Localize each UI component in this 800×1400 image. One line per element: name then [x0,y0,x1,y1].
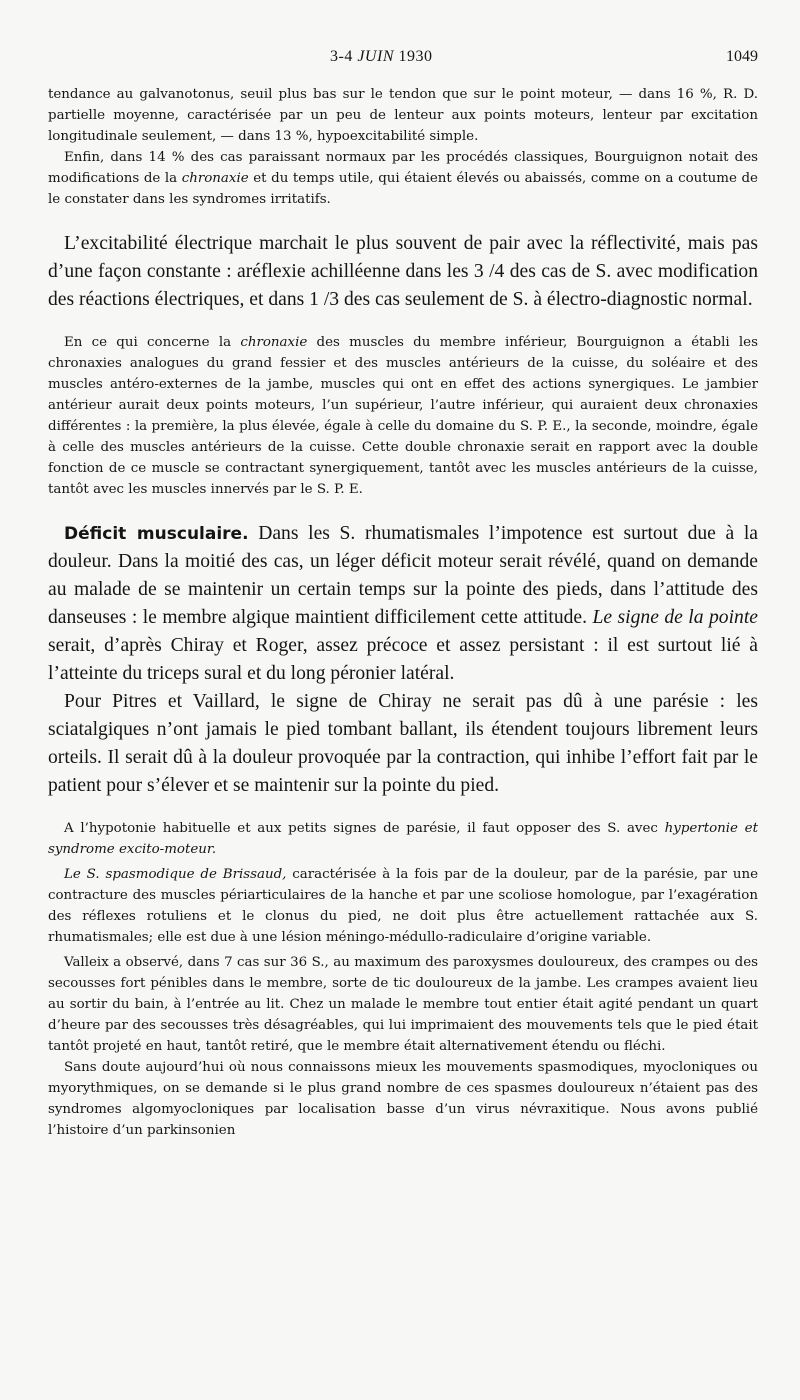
paragraph-hypotonie [48,818,758,860]
page-header [0,48,800,72]
date-prefix: 3-4 [330,48,358,65]
page-number: 1049 [726,48,758,65]
date-month: JUIN [357,48,394,65]
text-run: Enfin, dans 14 % des cas paraissant normaux par les procédés classiques, Bourguignon notait des modifications de la [48,150,758,186]
text-run: En ce qui concerne la [64,335,241,350]
paragraph-spasmes: Sans doute aujourd’hui où nous connaissons mieux les mouvements spasmodiques, myocloniques ou myorythmiques, on se demande si le plus grand nombre de ces spasmes douloureux n’étaient pas des syndromes algomyocloniques par localisation basse d’un virus névraxitique. Nous avons publié l’histoire d’un parkinsonien [48,1060,758,1138]
text-run: serait, d’après Chiray et Roger, assez précoce et assez persistant : il est surtout lié à l’atteinte du triceps sural et du long péronier latéral. [48,635,758,684]
paragraph-chronaxie-muscles [48,332,758,500]
paragraph-pitres-vaillard: Pour Pitres et Vaillard, le signe de Chiray ne serait pas dû à une parésie : les sciatalgiques n’ont jamais le pied tombant ballant, ils étendent toujours librement leurs orteils. Il serait dû à la douleur provoquée par la contraction, qui inhibe l’effort fait par le patient pour s’élever et se maintenir sur la pointe du pied. [48,691,758,796]
section-heading-deficit: Déficit musculaire. [64,524,249,544]
page-body [48,84,758,1141]
text-run: A l’hypotonie habituelle et aux petits signes de parésie, il faut opposer des S. avec [64,821,665,836]
emphasis-chronaxie: chronaxie [181,171,249,186]
paragraph-galvanotonus: tendance au galvanotonus, seuil plus bas sur le tendon que sur le point moteur, — dans 16 %, R. D. partielle moyenne, caractérisée par un peu de lenteur aux points moteurs, lenteur par excitation longitudinale seulement, — dans 13 %, hypoexcitabilité simple. [48,87,758,144]
emphasis-signe-pointe: Le signe de la pointe [592,607,758,628]
emphasis-chronaxie: chronaxie [240,335,308,350]
paragraph-excitabilite: L’excitabilité électrique marchait le plus souvent de pair avec la réflectivité, mais pas d’une façon constante : aréflexie achilléenne dans les 3 /4 des cas de S. avec modification des réactions électriques, et dans 1 /3 des cas seulement de S. à électro-diagnostic normal. [48,233,758,310]
paragraph-brissaud [48,864,758,948]
emphasis-hypertonie: hypertonie et syndrome excito-moteur. [48,821,758,857]
date-year: 1930 [393,48,433,65]
paragraph-valleix: Valleix a observé, dans 7 cas sur 36 S., au maximum des paroxysmes douloureux, des crampes ou des secousses fort pénibles dans le membre, sorte de tic douloureux de la jambe. Les crampes avaient lieu au sortir du bain, à l’entrée au lit. Chez un malade le membre tout entier était agité pendant un quart d’heure par des secousses très désagréables, qui lui imprimaient des mouvements tels que le pied était tantôt projeté en haut, tantôt retiré, que le membre était alternativement étendu ou fléchi. [48,955,758,1054]
paragraph-chronaxie-modifications [48,147,758,210]
text-run: caractérisée à la fois par de la douleur, par de la parésie, par une contracture des muscles périarticulaires de la hanche et par une scoliose homologue, par l’exagération des réflexes rotuliens et le clonus du pied, ne doit plus être actuellement rattachée aux S. rhumatismales; elle est due à une lésion méningo-médullo-radiculaire d’origine variable. [48,867,758,945]
running-head-date [330,48,432,66]
paragraph-deficit-musculaire [48,520,758,688]
emphasis-brissaud: Le S. spasmodique de Brissaud, [64,867,287,882]
text-run: des muscles du membre inférieur, Bourguignon a établi les chronaxies analogues du grand fessier et des muscles antérieurs de la cuisse, du soléaire et des muscles antéro-externes de la jambe, muscles qui ont en effet des actions synergiques. Le jambier antérieur aurait deux points moteurs, l’un supérieur, l’autre inférieur, qui auraient deux chronaxies différentes : la première, la plus élevée, égale à celle du domaine du S. P. E., la seconde, moindre, égale à celle des muscles antérieurs de la cuisse. Cette double chronaxie serait en rapport avec la double fonction de ce muscle se contractant synergiquement, tantôt avec les muscles antérieurs de la cuisse, tantôt avec les muscles innervés par le S. P. E. [48,335,758,497]
text-run: et du temps utile, qui étaient élevés ou abaissés, comme on a coutume de le constater dans les syndromes irritatifs. [48,171,758,207]
text-run: Dans les S. rhumatismales l’impotence est surtout due à la douleur. Dans la moitié des cas, un léger déficit moteur serait révélé, quand on demande au malade de se maintenir un certain temps sur la pointe des pieds, dans l’attitude des danseuses : le membre algique maintient difficilement cette attitude. [48,523,759,628]
